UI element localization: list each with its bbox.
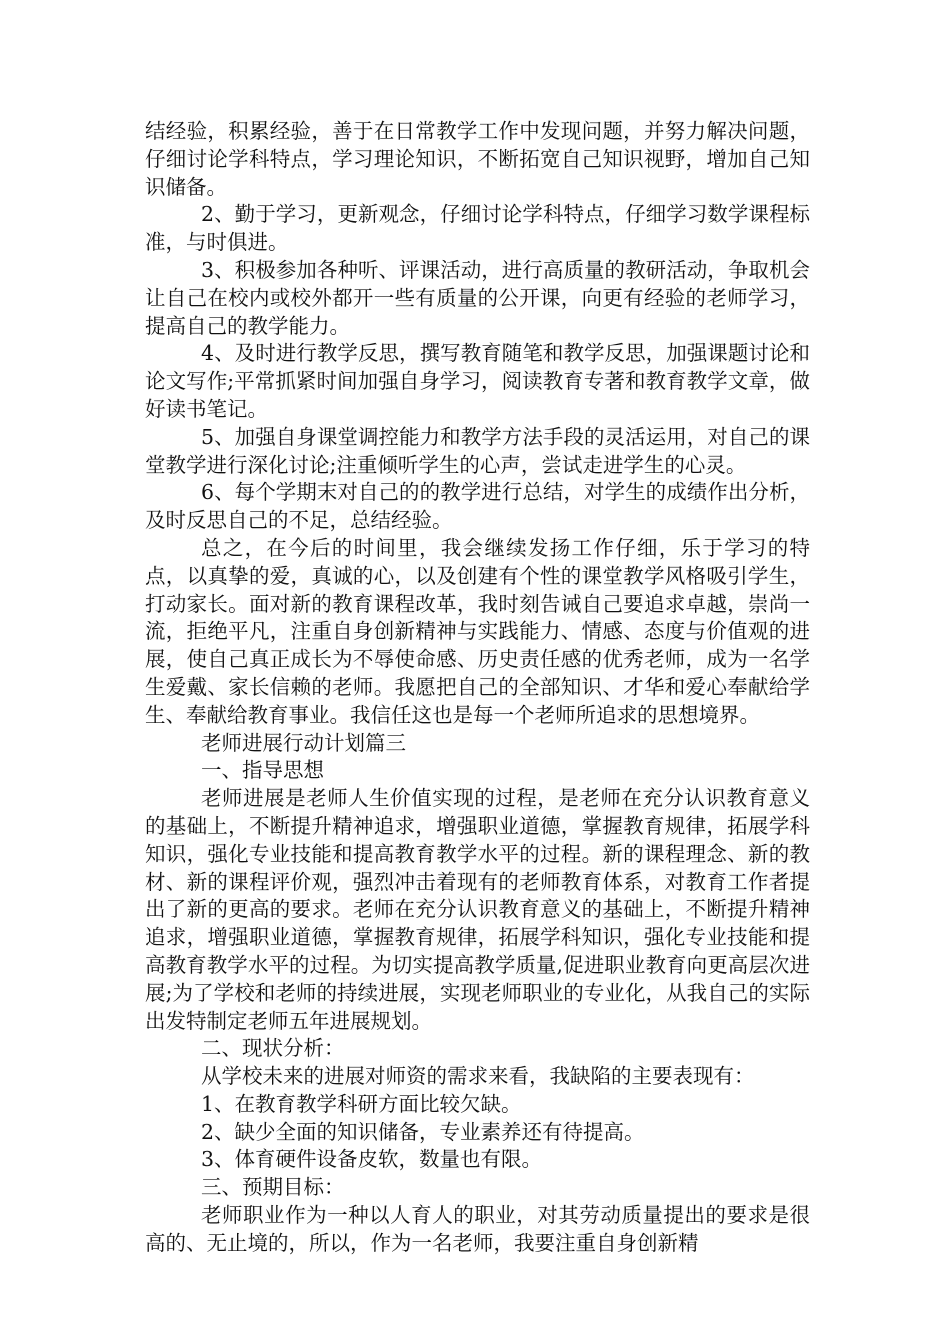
paragraph-summary-continued: 结经验，积累经验，善于在日常教学工作中发现问题，并努力解决问题，仔细讨论学科特点，学习理论知识，不断拓宽自己知识视野，增加自己知识储备。	[145, 119, 810, 199]
paragraph-item-3: 3、积极参加各种听、评课活动，进行高质量的教研活动，争取机会让自己在校内或校外都开一些有质量的公开课，向更有经验的老师学习，提高自己的教学能力。	[145, 257, 810, 338]
paragraph-item-6: 6、每个学期末对自己的的教学进行总结，对学生的成绩作出分析，及时反思自己的不足，总结经验。	[145, 480, 810, 533]
heading-guiding-ideology: 一、指导思想	[201, 758, 324, 783]
paragraph-conclusion: 总之，在今后的时间里，我会继续发扬工作仔细，乐于学习的特点，以真挚的爱，真诚的心，以及创建有个性的课堂教学风格吸引学生，打动家长。面对新的教育课程改革，我时刻告诫自己要追求卓越，崇尚一流，拒绝平凡，注重自身创新精神与实践能力、情感、态度与价值观的进展，使自己真正成长为不辱使命感、历史责任感的优秀老师，成为一名学生爱戴、家长信赖的老师。我愿把自己的全部知识、才华和爱心奉献给学生、奉献给教育事业。我信任这也是每一个老师所追求的思想境界。	[145, 535, 810, 727]
paragraph-status-intro: 从学校未来的进展对师资的需求来看，我缺陷的主要表现有：	[201, 1064, 755, 1089]
list-item-weakness-2: 2、缺少全面的知识储备，专业素养还有待提高。	[201, 1119, 645, 1144]
heading-status-analysis: 二、现状分析：	[201, 1036, 345, 1061]
paragraph-item-2: 2、勤于学习，更新观念，仔细讨论学科特点，仔细学习数学课程标准，与时俱进。	[145, 202, 810, 255]
list-item-weakness-1: 1、在教育教学科研方面比较欠缺。	[201, 1091, 522, 1116]
paragraph-item-4: 4、及时进行教学反思，撰写教育随笔和教学反思，加强课题讨论和论文写作;平常抓紧时间加强自身学习，阅读教育专著和教育教学文章，做好读书笔记。	[145, 341, 810, 421]
paragraph-guiding-ideology: 老师进展是老师人生价值实现的过程，是老师在充分认识教育意义的基础上，不断提升精神追求，增强职业道德，掌握教育规律，拓展学科知识，强化专业技能和提高教育教学水平的过程。新的课程理念、新的教材、新的课程评价观，强烈冲击着现有的老师教育体系，对教育工作者提出了新的更高的要求。老师在充分认识教育意义的基础上，不断提升精神追求，增强职业道德，掌握教育规律，拓展学科知识，强化专业技能和提高教育教学水平的过程。为切实提高教学质量,促进职业教育向更高层次进展;为了学校和老师的持续进展，实现老师职业的专业化，从我自己的实际出发特制定老师五年进展规划。	[145, 786, 810, 1033]
list-item-weakness-3: 3、体育硬件设备皮软，数量也有限。	[201, 1147, 543, 1172]
paragraph-item-5: 5、加强自身课堂调控能力和教学方法手段的灵活运用，对自己的课堂教学进行深化讨论;注重倾听学生的心声，尝试走进学生的心灵。	[145, 424, 810, 477]
heading-expected-goals: 三、预期目标：	[201, 1175, 345, 1200]
paragraph-expected-goals: 老师职业作为一种以人育人的职业，对其劳动质量提出的要求是很高的、无止境的，所以，作为一名老师，我要注重自身创新精	[145, 1203, 810, 1255]
section-title-part-three: 老师进展行动计划篇三	[201, 730, 406, 755]
document-page	[145, 118, 810, 1258]
